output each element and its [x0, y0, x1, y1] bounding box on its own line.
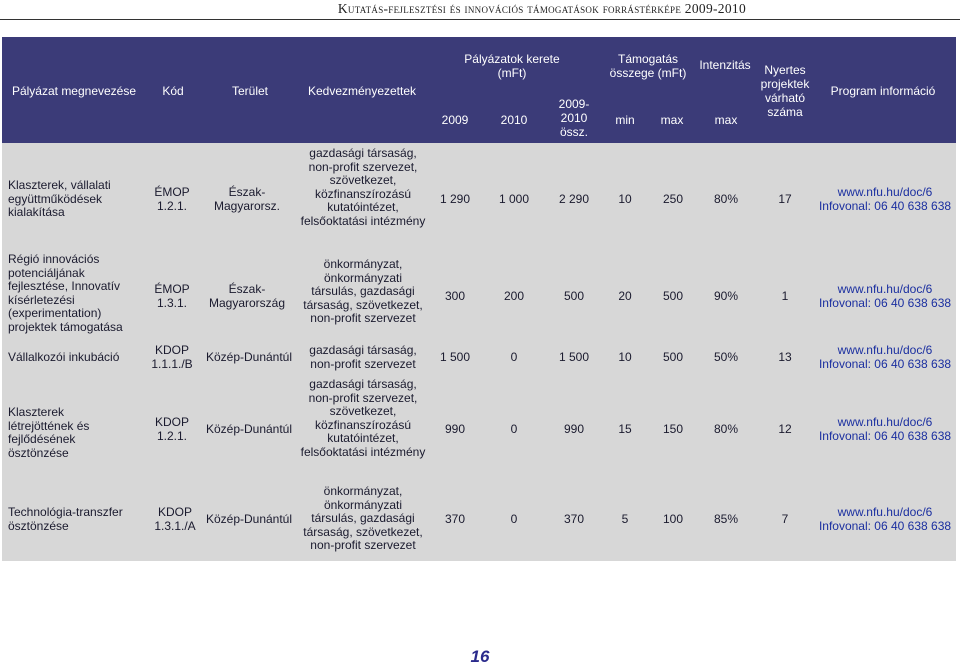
row-area: Közép-Dunántúl — [205, 350, 293, 364]
row-winners: 13 — [778, 350, 792, 364]
row-max: 150 — [662, 422, 684, 436]
row-2009: 300 — [444, 289, 466, 303]
row-intensity: 80% — [713, 192, 739, 206]
page-number: 16 — [470, 647, 490, 666]
row-max: 100 — [662, 512, 684, 526]
col-header-max: max — [660, 113, 684, 127]
col-header-code: Kód — [162, 84, 184, 98]
row-phone: Infovonal: 06 40 638 638 — [818, 519, 952, 533]
row-code: KDOP 1.3.1./A — [154, 505, 196, 533]
row-max: 500 — [662, 350, 684, 364]
row-2010: 0 — [510, 512, 518, 526]
row-2010: 200 — [503, 289, 525, 303]
row-intensity: 50% — [713, 350, 739, 364]
row-phone: Infovonal: 06 40 638 638 — [818, 357, 952, 371]
row-beneficiaries: önkormányzat, önkormányzati társulás, gazdasági társaság, szövetkezet, non-profit szervezet — [303, 257, 423, 326]
col-header-intensity-group: Intenzitás — [699, 58, 751, 72]
row-sum: 1 500 — [558, 350, 590, 364]
row-beneficiaries: önkormányzat, önkormányzati társulás, gazdasági társaság, szövetkezet, non-profit szervezet — [303, 484, 423, 553]
page-header — [0, 0, 960, 16]
col-header-name: Pályázat megnevezése — [11, 84, 137, 98]
row-code: KDOP 1.1.1./B — [151, 343, 193, 371]
row-phone: Infovonal: 06 40 638 638 — [818, 296, 952, 310]
col-header-budget-group: Pályázatok kerete (mFt) — [464, 52, 560, 80]
row-beneficiaries: gazdasági társaság, non-profit szervezet, szövetkezet, közfinanszírozású kutatóintézet, felsőoktatási intézmény — [300, 146, 426, 228]
row-code: ÉMOP 1.3.1. — [154, 282, 190, 310]
header-rule — [0, 19, 960, 20]
row-winners: 7 — [781, 512, 789, 526]
col-header-winners: Nyertes projektek várható száma — [760, 63, 810, 119]
row-max: 500 — [662, 289, 684, 303]
row-sum: 370 — [563, 512, 585, 526]
row-area: Észak-Magyarország — [208, 282, 286, 310]
col-header-min: min — [615, 113, 635, 127]
row-sum: 2 290 — [558, 192, 590, 206]
row-name: Technológia-transzfer ösztönzése — [8, 505, 123, 533]
row-area: Közép-Dunántúl — [205, 512, 293, 526]
col-header-2010: 2010 — [500, 113, 528, 127]
row-min: 10 — [618, 350, 632, 364]
row-2010: 0 — [510, 350, 518, 364]
row-beneficiaries: gazdasági társaság, non-profit szervezet, szövetkezet, közfinanszírozású kutatóintézet, felsőoktatási intézmény — [300, 377, 426, 459]
row-url-link[interactable]: www.nfu.hu/doc/6 — [837, 505, 933, 519]
row-2010: 0 — [510, 422, 518, 436]
row-beneficiaries: gazdasági társaság, non-profit szervezet — [309, 343, 417, 371]
row-phone: Infovonal: 06 40 638 638 — [818, 429, 952, 443]
col-header-beneficiaries: Kedvezményezettek — [307, 84, 417, 98]
col-header-intensity-max: max — [714, 113, 738, 127]
row-winners: 12 — [778, 422, 792, 436]
row-name: Vállalkozói inkubáció — [8, 350, 120, 364]
row-2009: 1 290 — [439, 192, 471, 206]
row-url-link[interactable]: www.nfu.hu/doc/6 — [837, 343, 933, 357]
row-min: 15 — [618, 422, 632, 436]
row-2009: 370 — [444, 512, 466, 526]
row-intensity: 80% — [713, 422, 739, 436]
page-title: Kutatás-fejlesztési és innovációs támogatások forrástérképe 2009-2010 — [337, 1, 746, 16]
row-min: 5 — [621, 512, 629, 526]
row-min: 10 — [618, 192, 632, 206]
row-area: Közép-Dunántúl — [205, 422, 293, 436]
row-2010: 1 000 — [498, 192, 530, 206]
row-phone: Infovonal: 06 40 638 638 — [818, 199, 952, 213]
row-area: Észak-Magyarorsz. — [213, 185, 281, 213]
col-header-area: Terület — [231, 84, 269, 98]
col-header-program-info: Program információ — [830, 84, 936, 98]
row-winners: 17 — [778, 192, 792, 206]
col-header-sum: 2009-2010 össz. — [558, 97, 590, 139]
row-intensity: 85% — [713, 512, 739, 526]
col-header-2009: 2009 — [441, 113, 469, 127]
row-url-link[interactable]: www.nfu.hu/doc/6 — [837, 415, 933, 429]
row-code: KDOP 1.2.1. — [154, 415, 189, 443]
row-url-link[interactable]: www.nfu.hu/doc/6 — [837, 282, 933, 296]
row-max: 250 — [662, 192, 684, 206]
row-sum: 500 — [563, 289, 585, 303]
row-name: Klaszterek létrejöttének és fejlődésének ösztönzése — [8, 405, 90, 460]
row-2009: 1 500 — [439, 350, 471, 364]
row-intensity: 90% — [713, 289, 739, 303]
row-name: Klaszterek, vállalati együttműködések kialakítása — [8, 178, 111, 220]
col-header-support-group: Támogatás összege (mFt) — [609, 52, 687, 80]
row-url-link[interactable]: www.nfu.hu/doc/6 — [837, 185, 933, 199]
row-winners: 1 — [781, 289, 789, 303]
row-name: Régió innovációs potenciáljának fejlesztése, Innovatív kísérletezési (experimentation) projektek támogatása — [8, 252, 123, 334]
row-min: 20 — [618, 289, 632, 303]
row-sum: 990 — [563, 422, 585, 436]
row-code: ÉMOP 1.2.1. — [154, 185, 190, 213]
row-2009: 990 — [444, 422, 466, 436]
